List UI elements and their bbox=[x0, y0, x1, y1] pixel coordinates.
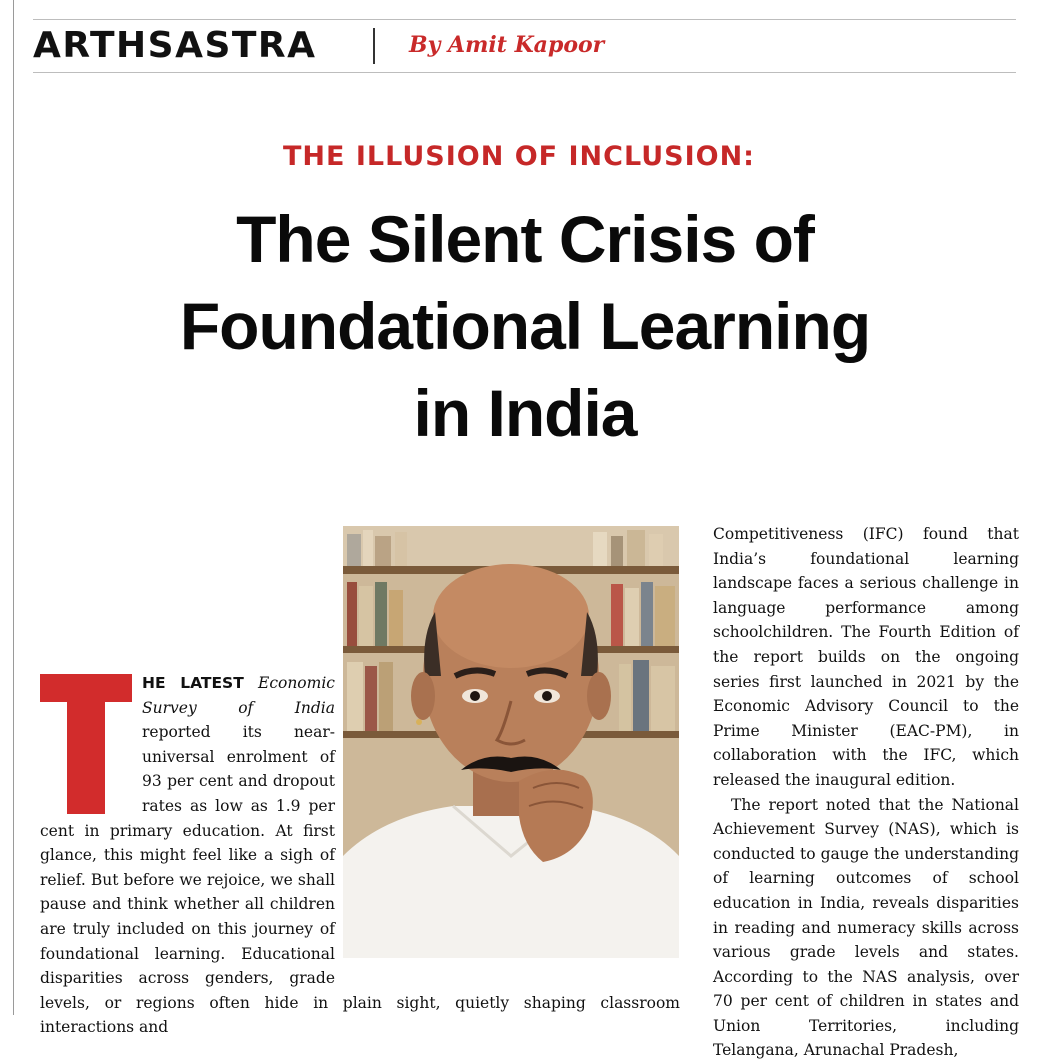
headline-line: The Silent Crisis of bbox=[236, 202, 814, 276]
header-bottom-rule bbox=[33, 72, 1016, 73]
header-separator bbox=[373, 28, 375, 64]
right-column bbox=[713, 522, 1019, 1063]
article-headline bbox=[60, 196, 990, 457]
right-column-paragraph-1: Competitiveness (IFC) found that India’s foundational learning landscape faces a serious challenge in language performance among schoolchildren. The Fourth Edition of the report builds on the ongoing series first launched in 2021 by the Economic Advisory Council to the Prime Minister (EAC-PM), in collaboration with the IFC, which released the inaugural edition. bbox=[713, 525, 1019, 789]
column-name: ARTHSASTRA bbox=[33, 25, 317, 66]
publication-title: Economic Survey of India bbox=[142, 674, 335, 717]
paragraph-1-body: reported its near-universal enrolment of 93 per cent and dropout rates as low as 1.9 per cent in primary education. At first glance, this might feel like a sigh of relief. But before we rejoice, we shall pause and think whether all children are truly included on this journey of foundational learning. Educational disparities across genders, grade levels, or regions often hide in plain sight, quietly shaping classroom interactions and bbox=[40, 723, 680, 1037]
headline-line: Foundational Learning bbox=[179, 289, 871, 363]
article-paragraph-1 bbox=[40, 671, 680, 1040]
drop-cap-t bbox=[40, 674, 132, 814]
headline-line: in India bbox=[413, 376, 637, 450]
photo-wrap-spacer bbox=[335, 671, 680, 971]
author-byline: By Amit Kapoor bbox=[409, 32, 605, 58]
right-column-paragraph-2: The report noted that the National Achievement Survey (NAS), which is conducted to gauge the understanding of learning outcomes of school education in India, reveals disparities in reading and numeracy skills across various grade levels and states. According to the NAS analysis, over 70 per cent of children in states and Union Territories, including Telangana, Arunachal Pradesh, bbox=[713, 795, 1019, 1060]
lead-in: HE LATEST bbox=[142, 674, 244, 692]
article-kicker: THE ILLUSION OF INCLUSION: bbox=[283, 141, 755, 172]
header-top-rule bbox=[33, 19, 1016, 20]
